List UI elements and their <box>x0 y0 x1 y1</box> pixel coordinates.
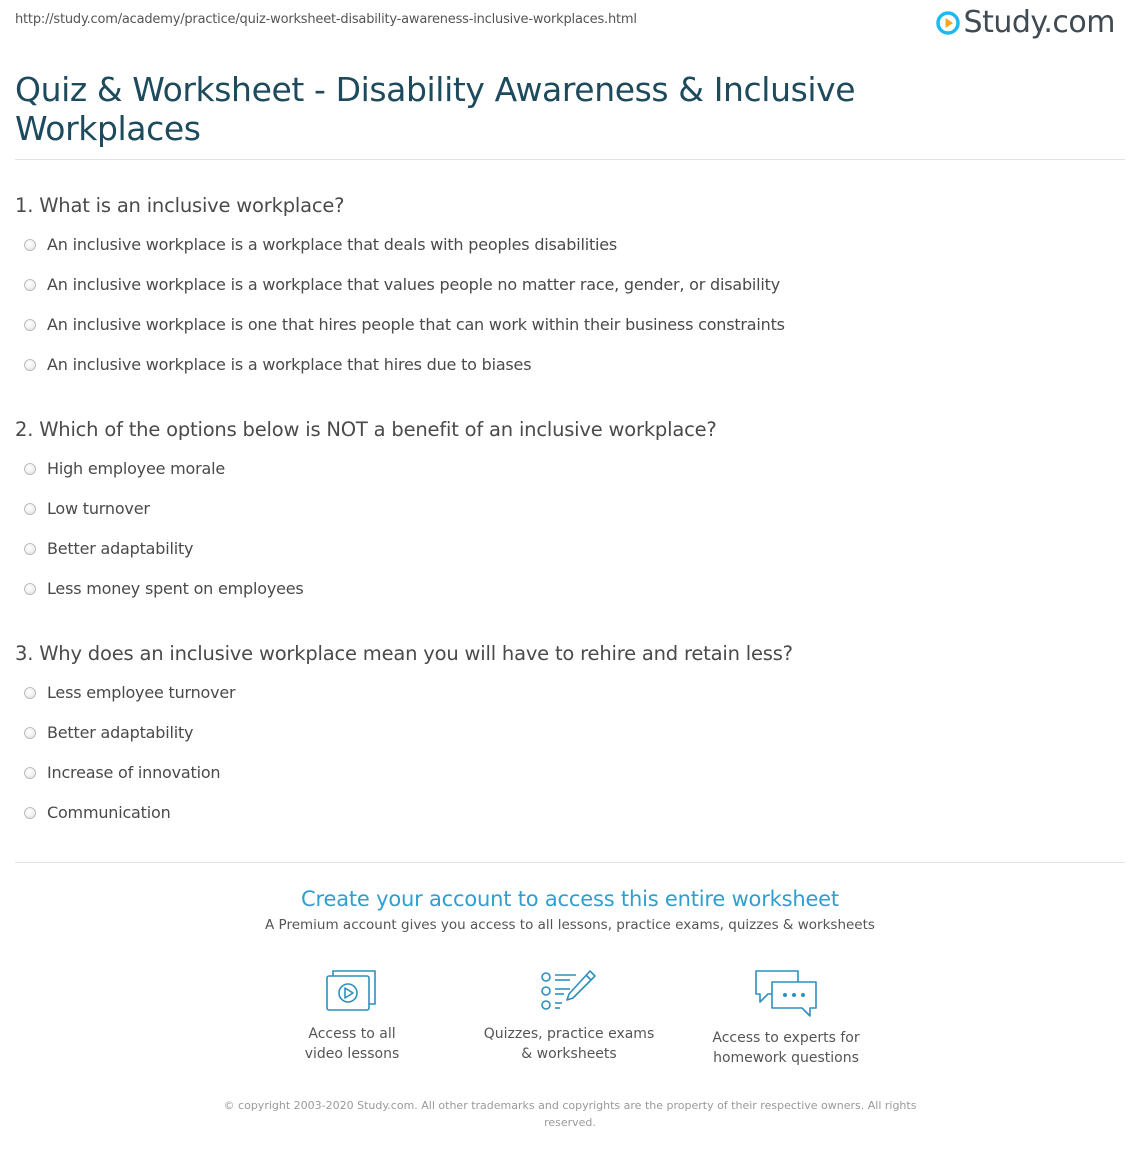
question-text: 3. Why does an inclusive workplace mean you will have to rehire and retain less? <box>15 642 793 665</box>
radio-button[interactable] <box>24 239 36 251</box>
choice-item[interactable] <box>15 722 1115 762</box>
choice-item[interactable] <box>15 682 1115 722</box>
study-play-icon <box>936 11 960 35</box>
question-text: 1. What is an inclusive workplace? <box>15 194 345 217</box>
question-1 <box>15 194 1115 394</box>
choice-list <box>15 234 1115 394</box>
logo-text: Study.com <box>963 5 1115 40</box>
page-title: Quiz & Worksheet - Disability Awareness & Inclusive Workplaces <box>15 70 856 148</box>
radio-button[interactable] <box>24 359 36 371</box>
feature-video-lessons <box>252 968 452 1064</box>
feature-label: Quizzes, practice exams & worksheets <box>483 1026 655 1062</box>
choice-list <box>15 682 1115 842</box>
choice-label: Low turnover <box>47 499 150 518</box>
choice-label: High employee morale <box>47 459 225 478</box>
page-url[interactable]: http://study.com/academy/practice/quiz-worksheet-disability-awareness-inclusive-workplaces.html <box>15 12 637 27</box>
choice-item[interactable] <box>15 314 1115 354</box>
radio-button[interactable] <box>24 279 36 291</box>
expert-chat-icon <box>754 968 818 1018</box>
choice-label: An inclusive workplace is a workplace that hires due to biases <box>47 355 532 374</box>
radio-button[interactable] <box>24 463 36 475</box>
radio-button[interactable] <box>24 319 36 331</box>
choice-item[interactable] <box>15 274 1115 314</box>
title-divider <box>15 159 1125 160</box>
choice-label: Better adaptability <box>47 723 194 742</box>
copyright-text: © copyright 2003-2020 Study.com. All other trademarks and copyrights are the property of their respective owners. All rights reserved. <box>223 1099 917 1129</box>
choice-list <box>15 458 1115 618</box>
question-text: 2. Which of the options below is NOT a benefit of an inclusive workplace? <box>15 418 717 441</box>
cta-subtitle: A Premium account gives you access to all lessons, practice exams, quizzes & worksheets <box>265 917 875 933</box>
question-2 <box>15 418 1115 618</box>
choice-label: An inclusive workplace is one that hires people that can work within their business constraints <box>47 315 785 334</box>
feature-label: Access to experts for homework questions <box>712 1030 860 1066</box>
radio-button[interactable] <box>24 727 36 739</box>
choice-item[interactable] <box>15 802 1115 842</box>
create-account-link[interactable]: Create your account to access this entire worksheet <box>301 887 839 911</box>
radio-button[interactable] <box>24 767 36 779</box>
feature-label: Access to all video lessons <box>304 1026 400 1062</box>
choice-label: Better adaptability <box>47 539 194 558</box>
study-logo[interactable] <box>936 6 1115 40</box>
feature-quizzes <box>469 968 669 1064</box>
radio-button[interactable] <box>24 807 36 819</box>
choice-item[interactable] <box>15 498 1115 538</box>
choice-item[interactable] <box>15 354 1115 394</box>
feature-experts <box>686 968 886 1068</box>
top-bar <box>15 0 1125 44</box>
cta-divider <box>15 862 1125 863</box>
choice-item[interactable] <box>15 234 1115 274</box>
choice-label: Less employee turnover <box>47 683 236 702</box>
question-3 <box>15 642 1115 842</box>
choice-label: An inclusive workplace is a workplace that deals with peoples disabilities <box>47 235 618 254</box>
choice-item[interactable] <box>15 458 1115 498</box>
choice-item[interactable] <box>15 578 1115 618</box>
radio-button[interactable] <box>24 503 36 515</box>
choice-item[interactable] <box>15 762 1115 802</box>
radio-button[interactable] <box>24 687 36 699</box>
choice-label: Communication <box>47 803 171 822</box>
video-lessons-icon <box>325 968 379 1014</box>
choice-label: Increase of innovation <box>47 763 221 782</box>
choice-label: An inclusive workplace is a workplace that values people no matter race, gender, or disability <box>47 275 780 294</box>
radio-button[interactable] <box>24 543 36 555</box>
radio-button[interactable] <box>24 583 36 595</box>
choice-item[interactable] <box>15 538 1115 578</box>
quiz-checklist-icon <box>540 968 598 1014</box>
choice-label: Less money spent on employees <box>47 579 304 598</box>
